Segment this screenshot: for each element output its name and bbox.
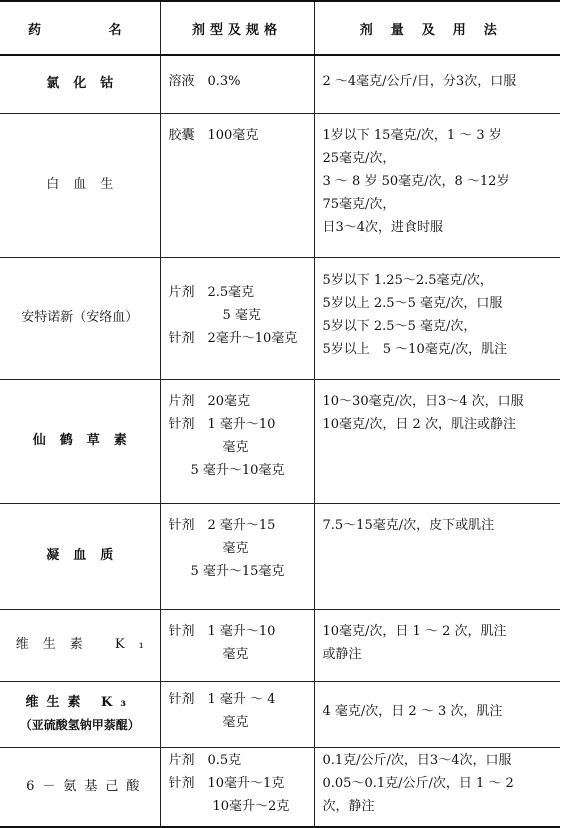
drug-name-cell	[0, 681, 160, 747]
drug-name-alias: （亚硫酸氢钠甲萘醌）	[19, 718, 140, 732]
form-line: 片剂 20毫克	[168, 393, 251, 409]
dose-line: 或静注	[322, 646, 362, 662]
table-row	[0, 609, 560, 681]
table-header-row	[0, 1, 560, 55]
table-row	[0, 747, 560, 827]
dose-cell	[314, 747, 560, 827]
form-line: 5 毫升～15毫克	[190, 563, 285, 579]
form-line: 针剂 2 毫升～15	[168, 517, 276, 533]
table-row	[0, 681, 560, 747]
dose-line: 0.05～0.1克/公斤/次，日 1 ～ 2	[322, 776, 514, 792]
dose-line: 4 毫克/次，日 2 ～ 3 次，肌注	[322, 703, 503, 719]
dose-line: 次，静注	[322, 799, 375, 815]
drug-name: 安特诺新（安络血）	[21, 310, 139, 325]
form-line: 针剂 1 毫升 ～ 4	[168, 692, 276, 707]
form-cell	[160, 379, 314, 503]
dose-line: 1岁以下 15毫克/次，1 ～ 3 岁	[322, 127, 502, 143]
dose-line: 10～30毫克/次，日3～4 次，口服	[322, 393, 524, 409]
table-row	[0, 113, 560, 257]
form-line: 针剂 1 毫升～10	[168, 416, 276, 432]
drug-name-cell	[0, 55, 160, 113]
dose-line: 日3～4次，进食时服	[322, 219, 444, 235]
dose-cell	[314, 55, 560, 113]
drug-name-cell	[0, 609, 160, 681]
table-row	[0, 55, 560, 113]
form-cell	[160, 257, 314, 379]
drug-name: 6－氨基己酸	[26, 778, 148, 794]
form-cell	[160, 113, 314, 257]
form-line: 10毫升～2克	[212, 799, 290, 815]
form-line: 胶囊 100毫克	[168, 127, 259, 143]
dose-cell	[314, 503, 560, 609]
drug-name: 凝血质	[46, 548, 128, 563]
header-dosage-usage: 剂量及用法	[314, 1, 560, 55]
form-line: 毫克	[222, 715, 249, 730]
dose-cell	[314, 257, 560, 379]
drug-name-cell	[0, 113, 160, 257]
drug-name: 白血生	[46, 177, 128, 192]
dose-cell	[314, 113, 560, 257]
drug-name-cell	[0, 379, 160, 503]
table-row	[0, 379, 560, 503]
dose-line: 10毫克/次，日 2 次，肌注或静注	[322, 416, 516, 432]
header-drug-name-char: 名	[108, 22, 122, 38]
dose-line: 2 ～4毫克/公斤/日，分3次，口服	[322, 73, 517, 89]
dose-cell	[314, 681, 560, 747]
form-line: 毫克	[222, 540, 249, 556]
drug-name: 维生素 K₁	[15, 637, 158, 652]
form-line: 5 毫克	[222, 307, 261, 323]
form-cell	[160, 609, 314, 681]
form-line: 片剂 0.5克	[168, 753, 242, 769]
table-row	[0, 503, 560, 609]
dose-line: 0.1克/公斤/次，日3～4次，口服	[322, 753, 512, 769]
dose-line: 3 ～ 8 岁 50毫克/次，8 ～12岁	[322, 173, 510, 189]
form-line: 5 毫升～10毫克	[190, 462, 285, 478]
dose-line: 5岁以下 2.5～5 毫克/次，	[322, 319, 477, 334]
drug-name: 仙鹤草素	[32, 433, 141, 448]
dose-line: 5岁以下 1.25～2.5毫克/次，	[322, 273, 493, 288]
dose-line: 7.5～15毫克/次，皮下或肌注	[322, 517, 495, 533]
dose-cell	[314, 609, 560, 681]
drug-name-cell	[0, 747, 160, 827]
form-line: 溶液 0.3%	[168, 73, 241, 89]
drug-name-cell	[0, 503, 160, 609]
header-drug-name	[0, 1, 160, 55]
form-cell	[160, 681, 314, 747]
dose-line: 75毫克/次，	[322, 196, 396, 212]
table-row	[0, 257, 560, 379]
form-line: 片剂 2.5毫克	[168, 284, 255, 300]
drug-name: 氯化钴	[46, 76, 128, 92]
form-cell	[160, 747, 314, 827]
drug-name-cell	[0, 257, 160, 379]
dose-line: 10毫克/次，日 1 ～ 2 次，肌注	[322, 623, 507, 639]
form-line: 毫克	[222, 646, 249, 662]
form-cell	[160, 503, 314, 609]
form-line: 针剂 10毫升～1克	[168, 776, 285, 792]
form-cell	[160, 55, 314, 113]
form-line: 针剂 1 毫升～10	[168, 623, 276, 639]
drug-name: 维生素 K₃	[25, 695, 135, 710]
dose-line: 25毫克/次，	[322, 150, 396, 166]
dose-line: 5岁以上 2.5～5 毫克/次，口服	[322, 296, 503, 311]
header-drug-name-char: 药	[28, 22, 42, 38]
dose-line: 5岁以上 5 ～10毫克/次，肌注	[322, 342, 508, 357]
form-line: 毫克	[222, 439, 249, 455]
header-form-spec: 剂型及规格	[160, 1, 314, 55]
dose-cell	[314, 379, 560, 503]
form-line: 针剂 2毫升～10毫克	[168, 330, 298, 346]
